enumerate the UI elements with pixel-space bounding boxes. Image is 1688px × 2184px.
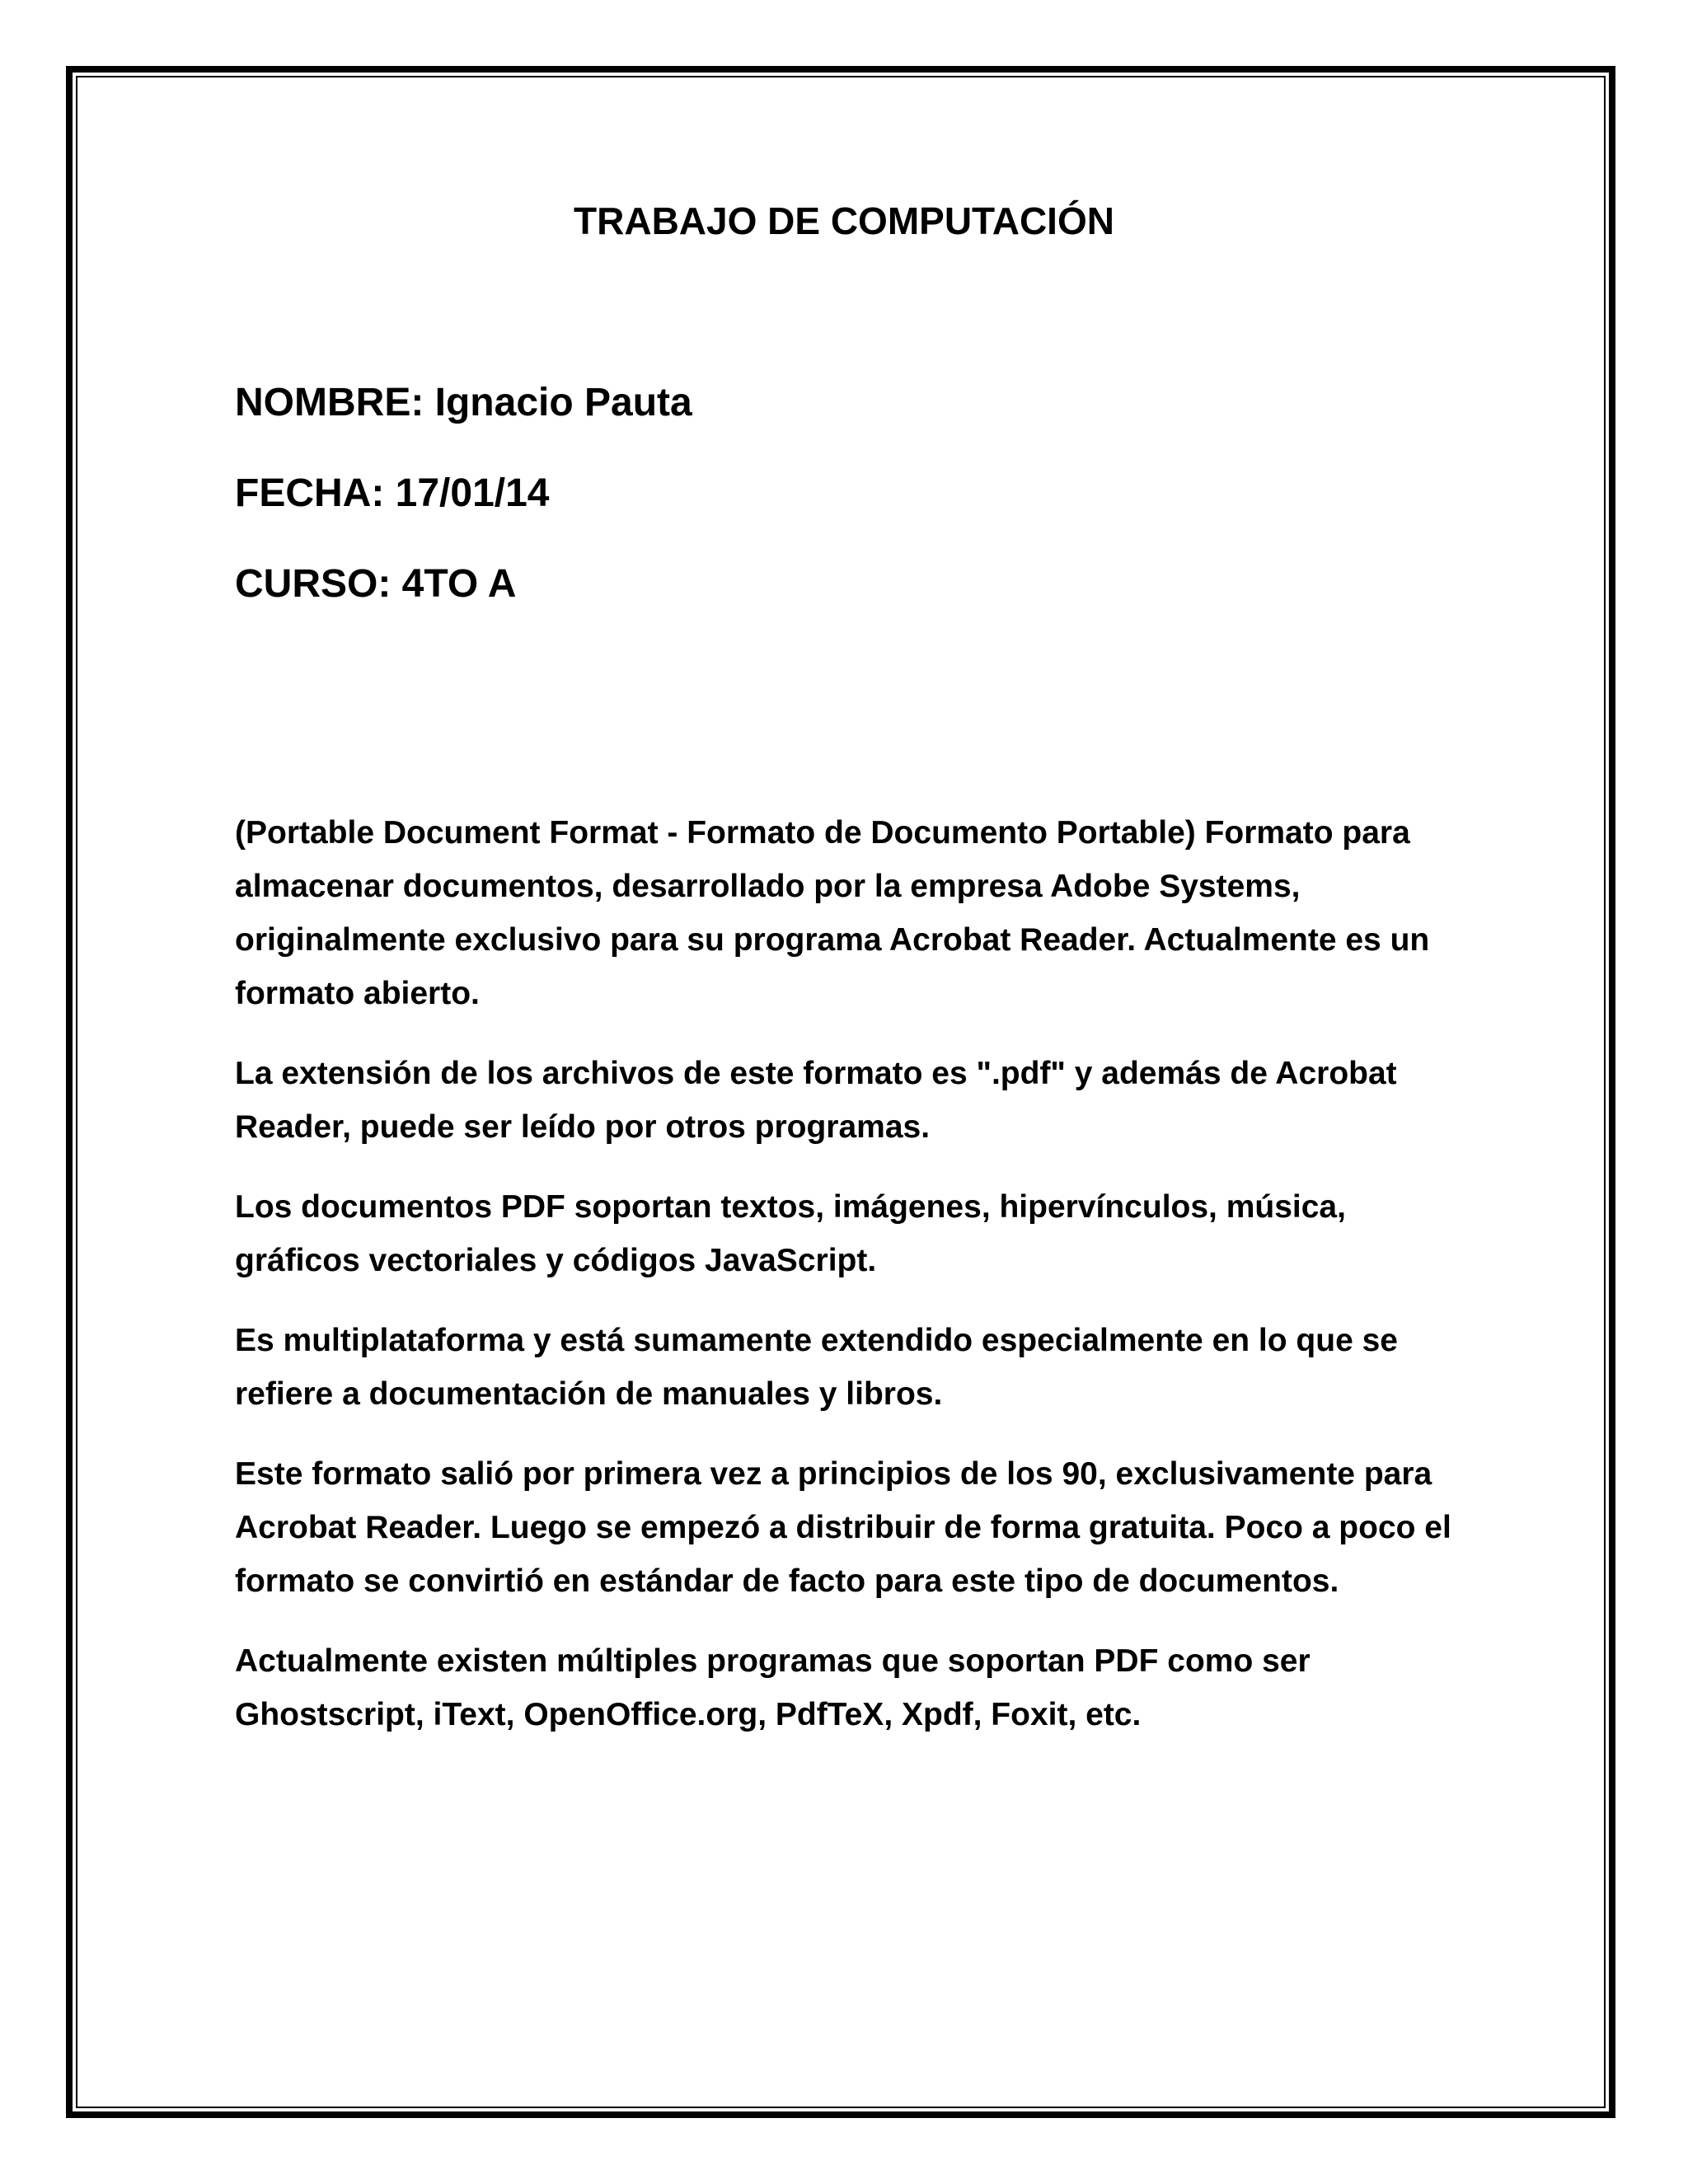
paragraph-pdf-multiplatform: Es multiplataforma y está sumamente extendido especialmente en lo que se refiere a documentación de manuales y libros. [235, 1323, 1398, 1412]
paragraph-pdf-programs: Actualmente existen múltiples programas que soportan PDF como ser Ghostscript, iText, OpenOffice.org, PdfTeX, Xpdf, Foxit, etc. [235, 1643, 1311, 1732]
student-name: NOMBRE: Ignacio Pauta [235, 381, 692, 424]
assignment-date: FECHA: 17/01/14 [235, 471, 550, 515]
paragraph-pdf-history: Este formato salió por primera vez a principios de los 90, exclusivamente para Acrobat Reader. Luego se empezó a distribuir de forma gratuita. Poco a poco el formato se convirtió en estándar de facto para este tipo de documentos. [235, 1456, 1451, 1599]
paragraph-pdf-content-support: Los documentos PDF soportan textos, imágenes, hipervínculos, música, gráficos vectoriales y códigos JavaScript. [235, 1189, 1346, 1278]
document-body [235, 806, 1455, 1768]
paragraph-pdf-definition: (Portable Document Format - Formato de Documento Portable) Formato para almacenar documentos, desarrollado por la empresa Adobe Systems, originalmente exclusivo para su programa Acrobat Reader. Actualmente es un formato abierto. [235, 815, 1430, 1011]
document-title: TRABAJO DE COMPUTACIÓN [574, 199, 1114, 242]
paragraph-pdf-extension: La extensión de los archivos de este formato es ".pdf" y además de Acrobat Reader, puede ser leído por otros programas. [235, 1056, 1397, 1145]
course-label: CURSO: 4TO A [235, 562, 517, 606]
